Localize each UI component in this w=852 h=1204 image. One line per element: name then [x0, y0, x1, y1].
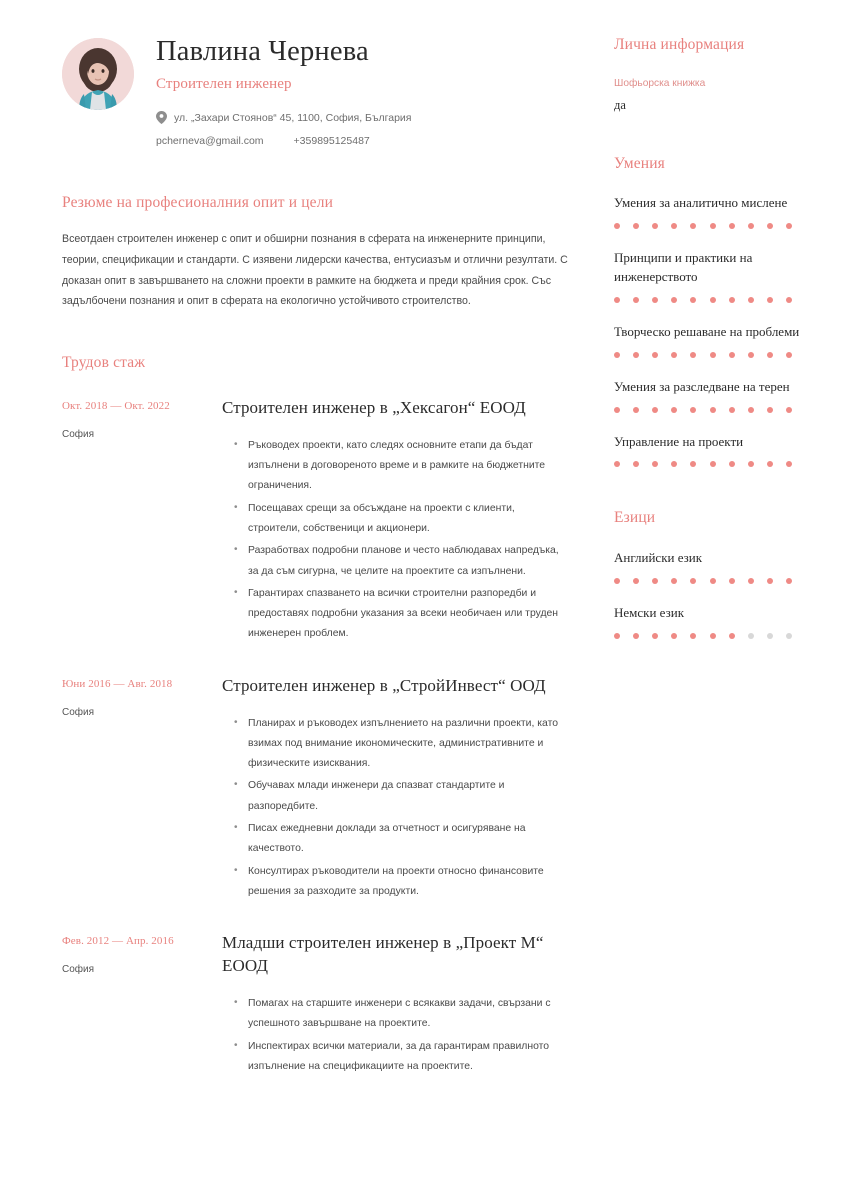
rating-dot-filled	[633, 407, 639, 413]
rating-dot-filled	[729, 407, 735, 413]
avatar-photo-icon	[62, 38, 134, 110]
rating-dot-filled	[748, 578, 754, 584]
info-label: Шофьорска книжка	[614, 77, 706, 89]
rating-dot-filled	[633, 578, 639, 584]
rating-dot-filled	[767, 297, 773, 303]
rating-dot-filled	[786, 461, 792, 467]
rating-dot-filled	[614, 297, 620, 303]
rating-dot-filled	[710, 407, 716, 413]
bullet-item: • Помагах на старшите инженери с всякакви задачи, свързани с успешното завършване на проектите.	[248, 994, 568, 1035]
rating-dot-filled	[710, 297, 716, 303]
bullet-item: • Обучавах млади инженери да спазват стандартите и разпоредбите.	[248, 776, 568, 817]
skill-item	[614, 378, 824, 413]
personal-info-section	[614, 34, 824, 113]
skills-heading: Умения	[614, 154, 665, 172]
rating-dot-filled	[729, 297, 735, 303]
bullet-item: • Разработвах подробни планове и често наблюдавах напредъка, за да съм сигурна, че целите на проектите са изпълнени.	[248, 541, 568, 582]
rating-dot-filled	[614, 407, 620, 413]
rating-dot-filled	[614, 352, 620, 358]
rating-dot-filled	[614, 578, 620, 584]
skill-item	[614, 323, 824, 358]
rating-dot-filled	[633, 223, 639, 229]
rating-dot-filled	[633, 297, 639, 303]
rating-dot-filled	[748, 407, 754, 413]
skill-label: Принципи и практики на инженерството	[614, 250, 753, 285]
rating-dot-filled	[671, 461, 677, 467]
rating-dot-filled	[748, 461, 754, 467]
experience-body	[222, 675, 568, 904]
skill-item	[614, 433, 824, 468]
experience-item	[62, 932, 568, 1079]
rating-dot-filled	[748, 352, 754, 358]
contact-row-secondary	[156, 133, 568, 149]
experience-section	[62, 354, 568, 1079]
rating-dot-filled	[690, 633, 696, 639]
skill-label: Творческо решаване на проблеми	[614, 323, 800, 339]
skill-rating-dots	[614, 297, 792, 303]
skills-section	[614, 153, 824, 468]
rating-dot-filled	[652, 297, 658, 303]
languages-section	[614, 507, 824, 638]
rating-dot-empty	[767, 633, 773, 639]
bullet-item: • Посещавах срещи за обсъждане на проекти с клиенти, строители, собственици и акционери.	[248, 499, 568, 540]
skill-label: Умения за разследване на терен	[614, 378, 790, 394]
bullet-item: • Писах ежедневни доклади за отчетност и осигуряване на качеството.	[248, 819, 568, 860]
skill-rating-dots	[614, 223, 792, 229]
bullet-item: • Ръководех проекти, като следях основните етапи да бъдат изпълнени в договореното време и в рамките на бюджетните ограничения.	[248, 436, 568, 497]
rating-dot-filled	[767, 407, 773, 413]
rating-dot-filled	[748, 297, 754, 303]
rating-dot-filled	[614, 223, 620, 229]
header-text	[156, 34, 568, 149]
language-label: Немски език	[614, 604, 685, 620]
rating-dot-filled	[690, 461, 696, 467]
rating-dot-filled	[671, 407, 677, 413]
skill-item	[614, 249, 824, 303]
bullet-item: • Планирах и ръководех изпълнението на различни проекти, като взимах под внимание икономическите, административните и физическите изисквания.	[248, 714, 568, 775]
language-label: Английски език	[614, 550, 703, 566]
experience-role: Младши строителен инженер в „Проект М“ ЕООД	[222, 933, 544, 976]
language-item	[614, 604, 824, 639]
rating-dot-filled	[786, 578, 792, 584]
address-text: ул. „Захари Стоянов“ 45, 1100, София, България	[174, 111, 412, 124]
rating-dot-filled	[729, 578, 735, 584]
experience-meta	[62, 397, 222, 647]
rating-dot-filled	[652, 352, 658, 358]
rating-dot-filled	[729, 633, 735, 639]
rating-dot-empty	[748, 633, 754, 639]
rating-dot-filled	[633, 352, 639, 358]
experience-city: София	[62, 964, 95, 976]
rating-dot-filled	[710, 352, 716, 358]
experience-dates: Юни 2016 — Авг. 2018	[62, 677, 173, 690]
experience-bullets	[222, 714, 568, 903]
language-rating-dots	[614, 578, 792, 584]
bullet-item: • Консултирах ръководители на проекти относно финансовите решения за разходите за продукти.	[248, 862, 568, 903]
rating-dot-filled	[652, 407, 658, 413]
rating-dot-filled	[633, 633, 639, 639]
rating-dot-filled	[710, 633, 716, 639]
bullet-item: • Инспектирах всички материали, за да гарантирам правилното изпълнение на спецификациите на проектите.	[248, 1037, 568, 1078]
full-name: Павлина Чернева	[156, 36, 369, 67]
experience-role: Строителен инженер в „СтройИнвест“ ООД	[222, 675, 546, 695]
rating-dot-filled	[671, 578, 677, 584]
summary-text: Всеотдаен строителен инженер с опит и обширни познания в сферата на инженерните принципи, теории, спецификации и стандарти. С изявени лидерски качества, ентусиазъм и отлични резултати. С доказан опит в завършването на сложни проекти в рамките на бюджета и преди крайния срок. Със задълбочени познания и опит в сферата на екологично устойчивото строителство.	[62, 233, 568, 308]
rating-dot-empty	[786, 633, 792, 639]
info-value: да	[614, 97, 626, 112]
experience-bullets	[222, 994, 568, 1077]
email-text[interactable]: pcherneva@gmail.com	[156, 135, 264, 148]
rating-dot-filled	[671, 633, 677, 639]
summary-heading: Резюме на професионалния опит и цели	[62, 194, 334, 212]
rating-dot-filled	[767, 461, 773, 467]
rating-dot-filled	[614, 461, 620, 467]
rating-dot-filled	[690, 223, 696, 229]
summary-section	[62, 194, 568, 312]
rating-dot-filled	[786, 223, 792, 229]
skill-rating-dots	[614, 461, 792, 467]
rating-dot-filled	[690, 297, 696, 303]
rating-dot-filled	[786, 352, 792, 358]
skill-item	[614, 194, 824, 229]
rating-dot-filled	[671, 223, 677, 229]
skill-rating-dots	[614, 352, 792, 358]
rating-dot-filled	[786, 407, 792, 413]
rating-dot-filled	[652, 633, 658, 639]
language-item	[614, 549, 824, 584]
rating-dot-filled	[710, 578, 716, 584]
rating-dot-filled	[652, 223, 658, 229]
experience-city: София	[62, 428, 95, 440]
phone-text[interactable]: +359895125487	[293, 135, 370, 148]
experience-bullets	[222, 436, 568, 645]
experience-body	[222, 932, 568, 1079]
rating-dot-filled	[729, 352, 735, 358]
skill-rating-dots	[614, 407, 792, 413]
contact-block	[156, 110, 568, 150]
rating-dot-filled	[671, 352, 677, 358]
language-rating-dots	[614, 633, 792, 639]
experience-meta	[62, 932, 222, 1079]
rating-dot-filled	[652, 578, 658, 584]
personal-info-heading: Лична информация	[614, 36, 745, 53]
sidebar-column	[600, 34, 852, 1204]
rating-dot-filled	[767, 223, 773, 229]
rating-dot-filled	[633, 461, 639, 467]
skill-label: Умения за аналитично мислене	[614, 195, 788, 211]
resume-header	[62, 34, 568, 149]
experience-dates: Окт. 2018 — Окт. 2022	[62, 399, 170, 412]
rating-dot-filled	[690, 578, 696, 584]
rating-dot-filled	[710, 461, 716, 467]
rating-dot-filled	[729, 461, 735, 467]
rating-dot-filled	[710, 223, 716, 229]
main-column	[0, 34, 600, 1204]
job-title: Строителен инженер	[156, 75, 292, 92]
experience-item	[62, 397, 568, 647]
experience-heading: Трудов стаж	[62, 353, 146, 371]
experience-city: София	[62, 706, 95, 718]
experience-role: Строителен инженер в „Хексагон“ ЕООД	[222, 397, 526, 417]
rating-dot-filled	[748, 223, 754, 229]
avatar	[62, 38, 134, 110]
experience-body	[222, 397, 568, 647]
address-line	[156, 110, 568, 126]
map-pin-icon	[156, 111, 167, 124]
rating-dot-filled	[652, 461, 658, 467]
rating-dot-filled	[690, 352, 696, 358]
skill-label: Управление на проекти	[614, 433, 744, 449]
rating-dot-filled	[690, 407, 696, 413]
bullet-item: • Гарантирах спазването на всички строителни разпоредби и предоставях подробни указания за всеки необичаен или труден инженерен проблем.	[248, 584, 568, 645]
experience-meta	[62, 675, 222, 904]
experience-dates: Фев. 2012 — Апр. 2016	[62, 935, 174, 948]
rating-dot-filled	[729, 223, 735, 229]
experience-item	[62, 675, 568, 904]
languages-heading: Езици	[614, 509, 656, 527]
rating-dot-filled	[767, 352, 773, 358]
rating-dot-filled	[786, 297, 792, 303]
rating-dot-filled	[767, 578, 773, 584]
rating-dot-filled	[614, 633, 620, 639]
rating-dot-filled	[671, 297, 677, 303]
